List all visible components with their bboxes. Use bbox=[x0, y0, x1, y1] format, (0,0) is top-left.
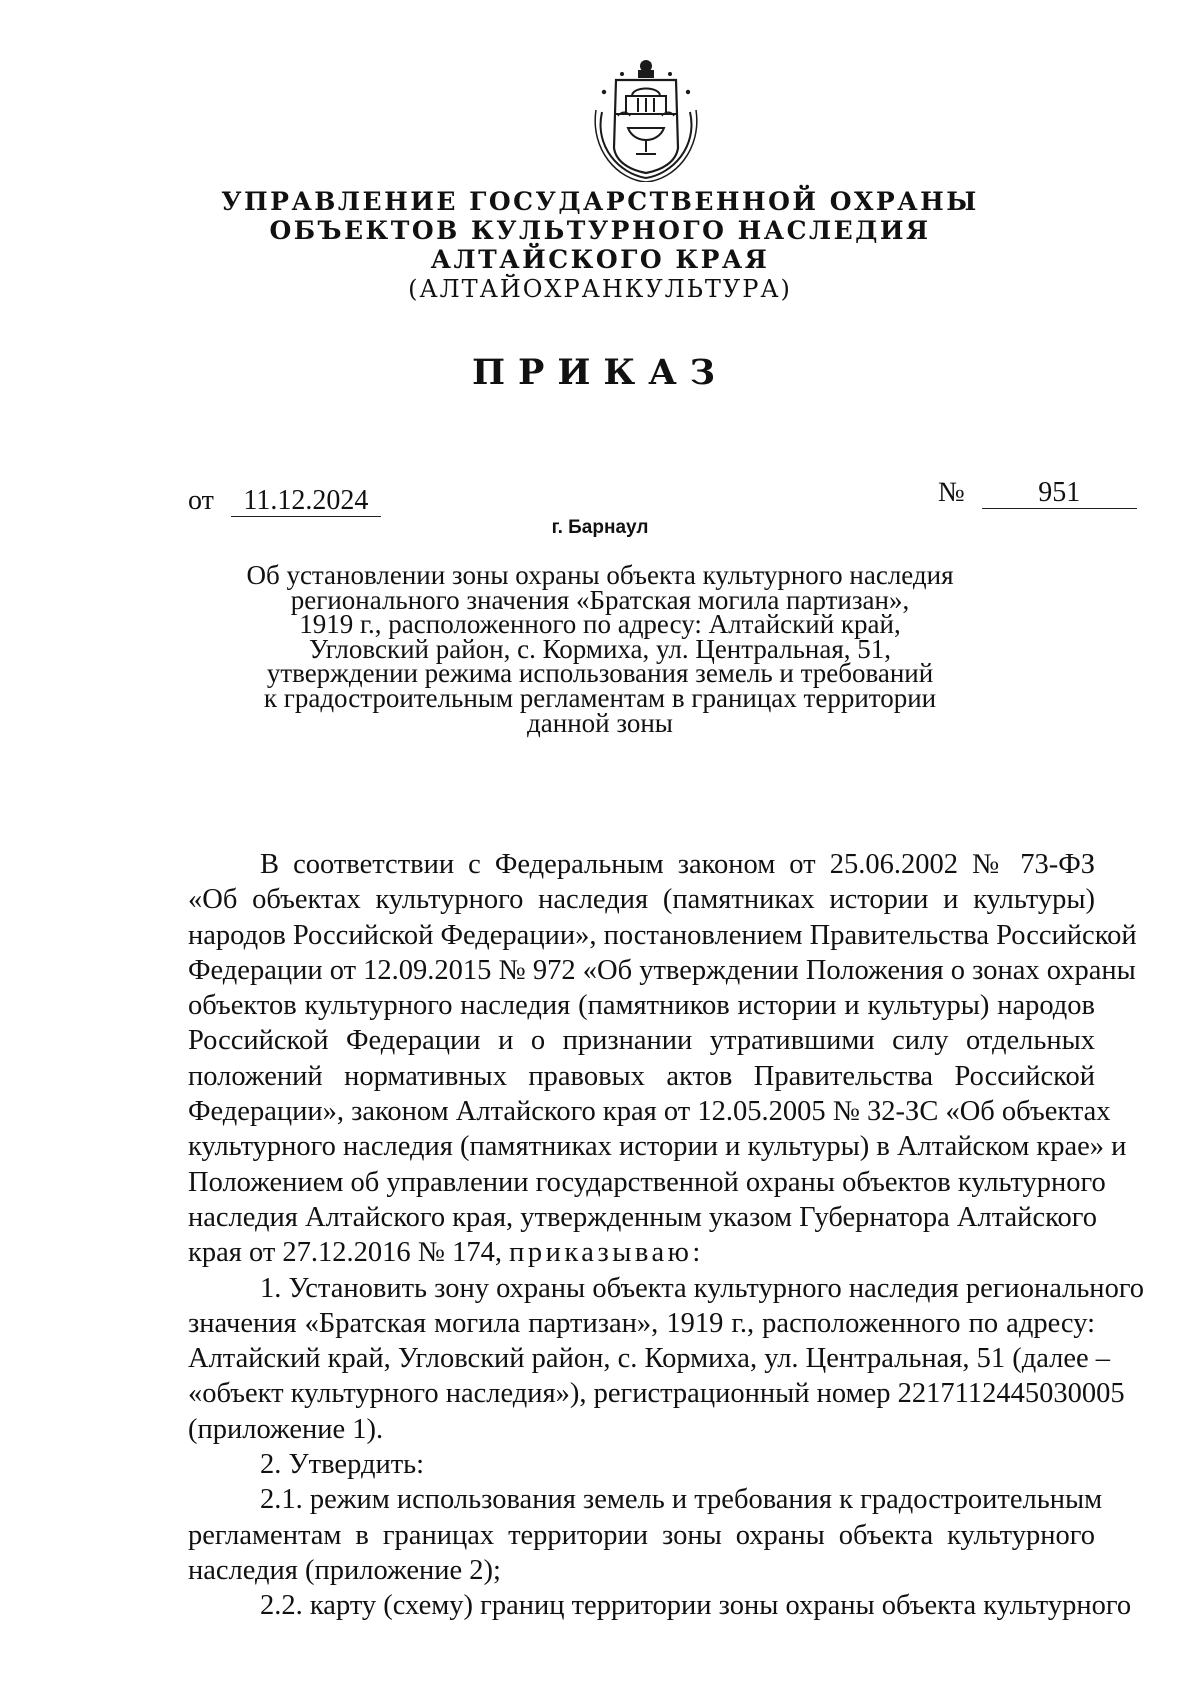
body-line: «объект культурного наследия»), регистрационный номер 2217112445030005 bbox=[188, 1378, 1125, 1410]
body-line: 2.2. карту (схему) границ территории зоны охраны объекта культурного bbox=[260, 1590, 1132, 1622]
date-block bbox=[188, 486, 381, 517]
coat-of-arms-icon bbox=[582, 52, 710, 182]
body-line: «Об объектах культурного наследия (памятниках истории и культуры) bbox=[188, 884, 1095, 916]
subject-line: регионального значения «Братская могила партизан», bbox=[290, 584, 910, 615]
subject-line: 1919 г., расположенного по адресу: Алтайский край, bbox=[299, 609, 901, 640]
order-verb: приказываю: bbox=[509, 1237, 704, 1269]
item-2-1-paragraph bbox=[188, 1482, 1103, 1588]
body-line: 1. Установить зону охраны объекта культурного наследия регионального bbox=[260, 1272, 1145, 1304]
org-name-line-2: ОБЪЕКТОВ КУЛЬТУРНОГО НАСЛЕДИЯ bbox=[269, 216, 931, 245]
order-body bbox=[188, 847, 1145, 1624]
org-name-line-1: УПРАВЛЕНИЕ ГОСУДАРСТВЕННОЙ ОХРАНЫ bbox=[221, 187, 979, 216]
document-type-title: ПРИКАЗ bbox=[471, 352, 729, 393]
body-line: Федерации от 12.09.2015 № 972 «Об утверждении Положения о зонах охраны bbox=[188, 954, 1136, 986]
subject-line: Об установлении зоны охраны объекта культурного наследия bbox=[246, 560, 954, 590]
body-line: народов Российской Федерации», постановлением Правительства Российской bbox=[188, 919, 1137, 951]
body-line-last: (приложение 1). bbox=[188, 1413, 384, 1445]
body-line: положений нормативных правовых актов Правительства Российской bbox=[188, 1060, 1095, 1092]
subject-line: утверждении режима использования земель и требований bbox=[266, 658, 934, 689]
body-line: Положением об управлении государственной охраны объектов культурного bbox=[188, 1166, 1106, 1198]
order-subject bbox=[245, 560, 955, 738]
preamble-paragraph bbox=[188, 847, 1137, 1271]
item-1-paragraph bbox=[188, 1271, 1145, 1447]
subject-line: Угловский район, с. Кормиха, ул. Центральная, 51, bbox=[308, 633, 891, 664]
body-line: культурного наследия (памятниках истории и культуры) в Алтайском крае» и bbox=[188, 1131, 1127, 1163]
body-line: объектов культурного наследия (памятников истории и культуры) народов bbox=[188, 990, 1095, 1022]
body-line-last: наследия (приложение 2); bbox=[188, 1554, 501, 1586]
date-prefix: от bbox=[188, 485, 214, 516]
preamble-last-text: края от 27.12.2016 № 174, bbox=[188, 1237, 503, 1269]
org-short-name: (АЛТАЙОХРАНКУЛЬТУРА) bbox=[408, 275, 792, 303]
body-line: Федерации», законом Алтайского края от 12.05.2005 № 32-ЗС «Об объектах bbox=[188, 1096, 1111, 1128]
item-2-2-paragraph bbox=[188, 1588, 1132, 1623]
subject-line: данной зоны bbox=[527, 707, 673, 738]
subject-line: к градостроительным регламентам в границах территории bbox=[263, 682, 937, 713]
body-line: В соответствии с Федеральным законом от 25.06.2002 № 73-ФЗ bbox=[260, 849, 1095, 880]
number-prefix: № bbox=[938, 477, 965, 508]
body-line: наследия Алтайского края, утвержденным указом Губернатора Алтайского bbox=[188, 1201, 1097, 1233]
body-line: регламентам в границах территории зоны охраны объекта культурного bbox=[188, 1519, 1095, 1551]
body-line: Алтайский край, Угловский район, с. Кормиха, ул. Центральная, 51 (далее – bbox=[188, 1343, 1111, 1375]
city-name: г. Барнаул bbox=[551, 517, 649, 538]
body-line: Российской Федерации и о признании утратившими силу отдельных bbox=[188, 1025, 1095, 1057]
org-name-line-3: АЛТАЙСКОГО КРАЯ bbox=[430, 245, 770, 274]
document-date: 11.12.2024 bbox=[231, 486, 381, 517]
body-line: 2. Утвердить: bbox=[260, 1449, 425, 1481]
number-block bbox=[938, 478, 1137, 509]
item-2-paragraph bbox=[188, 1447, 1095, 1482]
document-number: 951 bbox=[982, 478, 1137, 509]
body-line: значения «Братская могила партизан», 1919 г., расположенного по адресу: bbox=[188, 1307, 1095, 1339]
body-line: 2.1. режим использования земель и требования к градостроительным bbox=[260, 1484, 1103, 1516]
body-line-last bbox=[188, 1235, 1095, 1270]
